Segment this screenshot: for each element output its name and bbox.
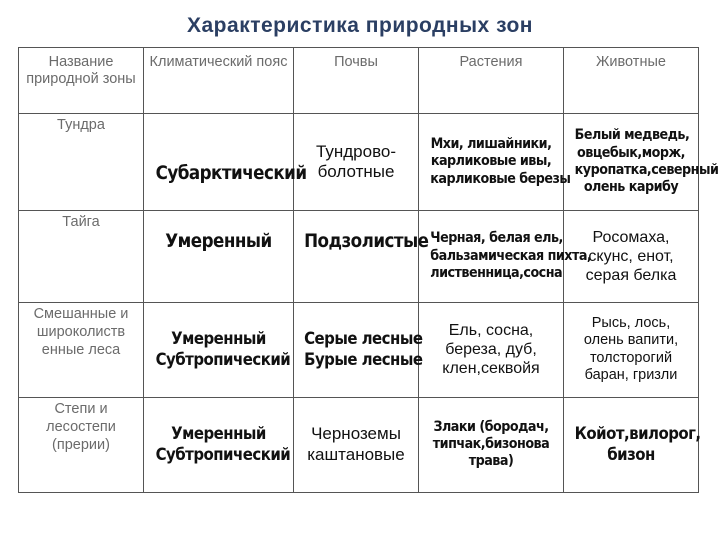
- climate-value: Умеренный: [171, 424, 266, 445]
- animals-value: Белый медведь,: [574, 127, 690, 144]
- plants-value: береза, дуб,: [445, 341, 537, 359]
- animals-value: куропатка,северный: [574, 162, 719, 178]
- animals-value: серая белка: [585, 267, 677, 285]
- header-animals: Животные: [564, 48, 699, 114]
- header-soil: Почвы: [294, 48, 419, 114]
- plants-value: карликовые березы: [430, 170, 571, 187]
- plants-value: карликовые ивы,: [430, 153, 552, 170]
- soil-value: каштановые: [307, 444, 405, 464]
- animals-value: олень вапити,: [583, 332, 679, 349]
- zone-name: енные леса: [41, 342, 121, 359]
- animals-value: овцебык,морж,: [577, 144, 685, 161]
- plants-value: клен,секвойя: [442, 360, 540, 378]
- animals-cell: [564, 114, 719, 210]
- plants-cell: [419, 303, 564, 397]
- soil-value: Серые лесные: [304, 329, 423, 350]
- zone-name-cell: [19, 210, 144, 302]
- climate-value: Субтропический: [155, 444, 291, 465]
- plants-value: типчак,бизонова: [432, 436, 550, 453]
- plants-value: Черная, белая ель,: [430, 230, 563, 247]
- climate-value: Умеренный: [165, 230, 272, 253]
- plants-value: Мхи, лишайники,: [430, 135, 552, 152]
- soil-value: Подзолистые: [304, 230, 429, 253]
- zones-table: [18, 47, 719, 493]
- plants-value: Злаки (бородач,: [433, 418, 549, 435]
- soil-cell: [294, 397, 419, 492]
- soil-cell: [294, 114, 419, 210]
- climate-value: Субтропический: [155, 349, 291, 370]
- zone-name-cell: [19, 397, 144, 492]
- page-title: Характеристика природных зон: [187, 14, 533, 37]
- animals-cell: [564, 397, 699, 492]
- table-row: [19, 114, 699, 210]
- table-row: [19, 397, 699, 492]
- header-climate: Климатический пояс: [144, 48, 294, 114]
- animals-value: баран, гризли: [584, 367, 678, 384]
- plants-value: бальзамическая пихта,: [430, 247, 592, 264]
- header-plants: Растения: [419, 48, 564, 114]
- soil-value: болотные: [317, 162, 395, 181]
- climate-cell: [144, 397, 294, 492]
- table-row: [19, 210, 699, 302]
- plants-cell: [419, 397, 564, 492]
- animals-value: Рысь, лось,: [591, 315, 671, 332]
- header-row: [19, 48, 699, 114]
- animals-cell: [564, 303, 699, 397]
- zone-name-cell: [19, 303, 144, 397]
- plants-cell: [419, 114, 571, 210]
- climate-cell: [144, 303, 294, 397]
- zone-name: Смешанные и: [33, 306, 129, 323]
- animals-value: бизон: [607, 444, 655, 465]
- table-row: [19, 303, 699, 397]
- zone-name: (прерии): [52, 436, 110, 453]
- header-zone-name: Название природной зоны: [19, 48, 144, 114]
- climate-cell: [144, 210, 294, 302]
- climate-cell: [144, 114, 307, 210]
- zone-name: Степи и: [54, 400, 108, 417]
- zone-name: лесостепи: [46, 418, 116, 435]
- soil-cell: [294, 303, 423, 397]
- zone-name-cell: [19, 114, 144, 210]
- climate-value: Субарктический: [155, 161, 307, 184]
- zone-name: Тайга: [62, 213, 100, 230]
- plants-value: лиственница,сосна: [430, 265, 563, 282]
- soil-value: Черноземы: [311, 424, 401, 444]
- plants-cell: [419, 210, 592, 302]
- animals-value: скунс, енот,: [588, 247, 674, 265]
- animals-value: толсторогий: [589, 349, 673, 366]
- animals-value: олень карибу: [583, 179, 679, 196]
- soil-cell: [294, 210, 429, 302]
- zone-name: Тундра: [57, 117, 105, 134]
- climate-value: Умеренный: [171, 329, 266, 350]
- plants-value: трава): [468, 453, 514, 470]
- plants-value: Ель, сосна,: [448, 322, 534, 340]
- soil-value: Тундрово-: [315, 141, 397, 161]
- animals-value: Койот,вилорог,: [574, 424, 701, 445]
- soil-value: Бурые лесные: [304, 349, 423, 370]
- animals-value: Росомаха,: [592, 228, 670, 246]
- zone-name: широколиств: [36, 324, 126, 341]
